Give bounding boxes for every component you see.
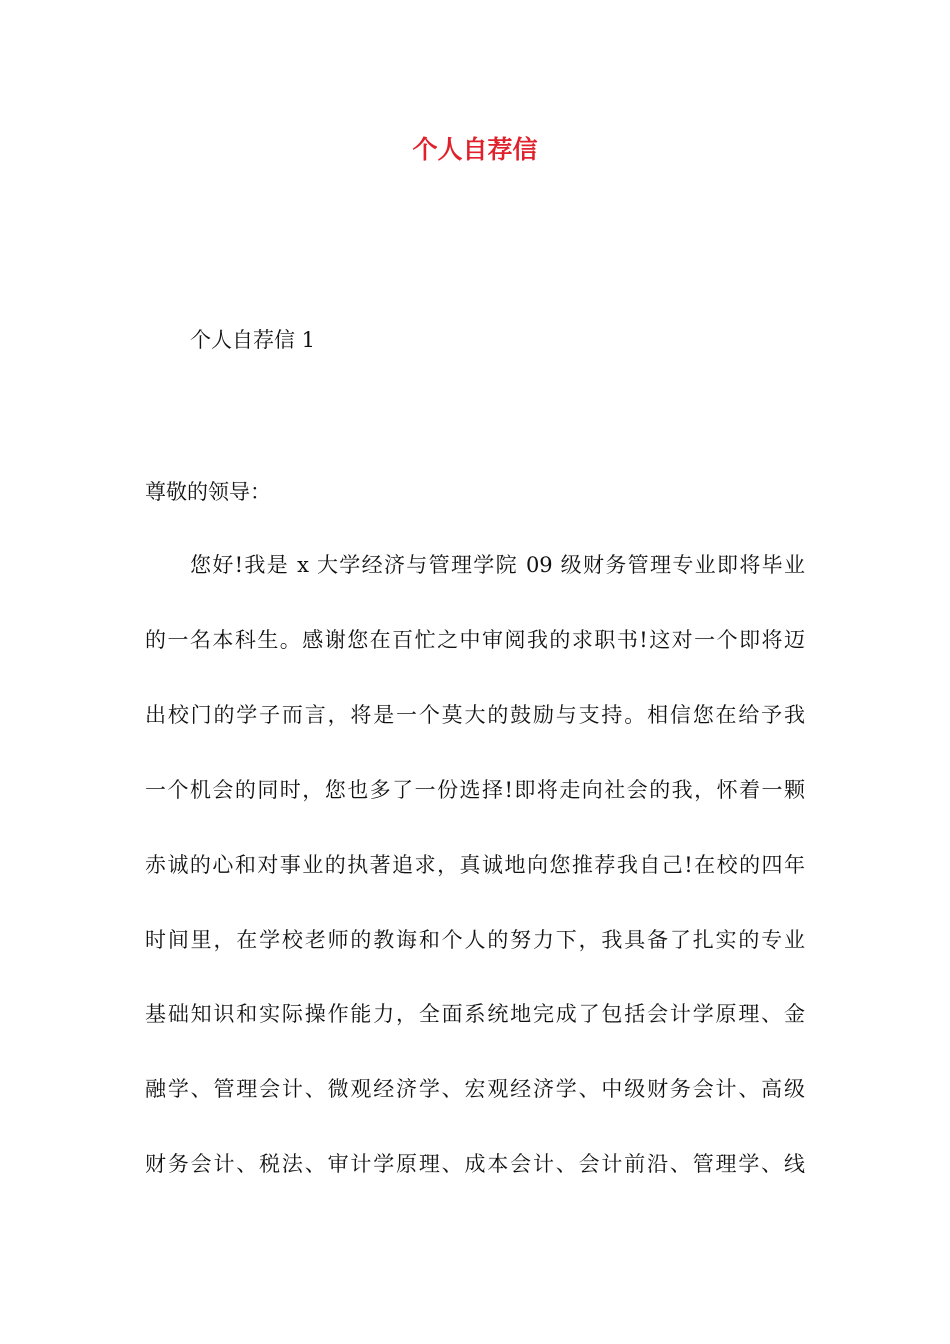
body-line: 出校门的学子而言，将是一个莫大的鼓励与支持。相信您在给予我 <box>145 703 805 727</box>
body-line: 一个机会的同时，您也多了一份选择!即将走向社会的我，怀着一颗 <box>145 778 805 802</box>
body-line: 您好!我是 x 大学经济与管理学院 09 级财务管理专业即将毕业 <box>190 553 805 577</box>
body-line: 时间里，在学校老师的教诲和个人的努力下，我具备了扎实的专业 <box>145 928 805 952</box>
letter-heading: 个人自荐信 1 <box>190 328 316 352</box>
body-line: 基础知识和实际操作能力，全面系统地完成了包括会计学原理、金 <box>145 1002 805 1026</box>
body-line: 融学、管理会计、微观经济学、宏观经济学、中级财务会计、高级 <box>145 1077 805 1101</box>
body-line: 赤诚的心和对事业的执著追求，真诚地向您推荐我自己!在校的四年 <box>145 853 805 877</box>
body-line: 财务会计、税法、审计学原理、成本会计、会计前沿、管理学、线 <box>145 1152 805 1176</box>
salutation: 尊敬的领导： <box>145 480 271 504</box>
document-title: 个人自荐信 <box>412 135 538 164</box>
body-line: 的一名本科生。感谢您在百忙之中审阅我的求职书!这对一个即将迈 <box>145 628 805 652</box>
